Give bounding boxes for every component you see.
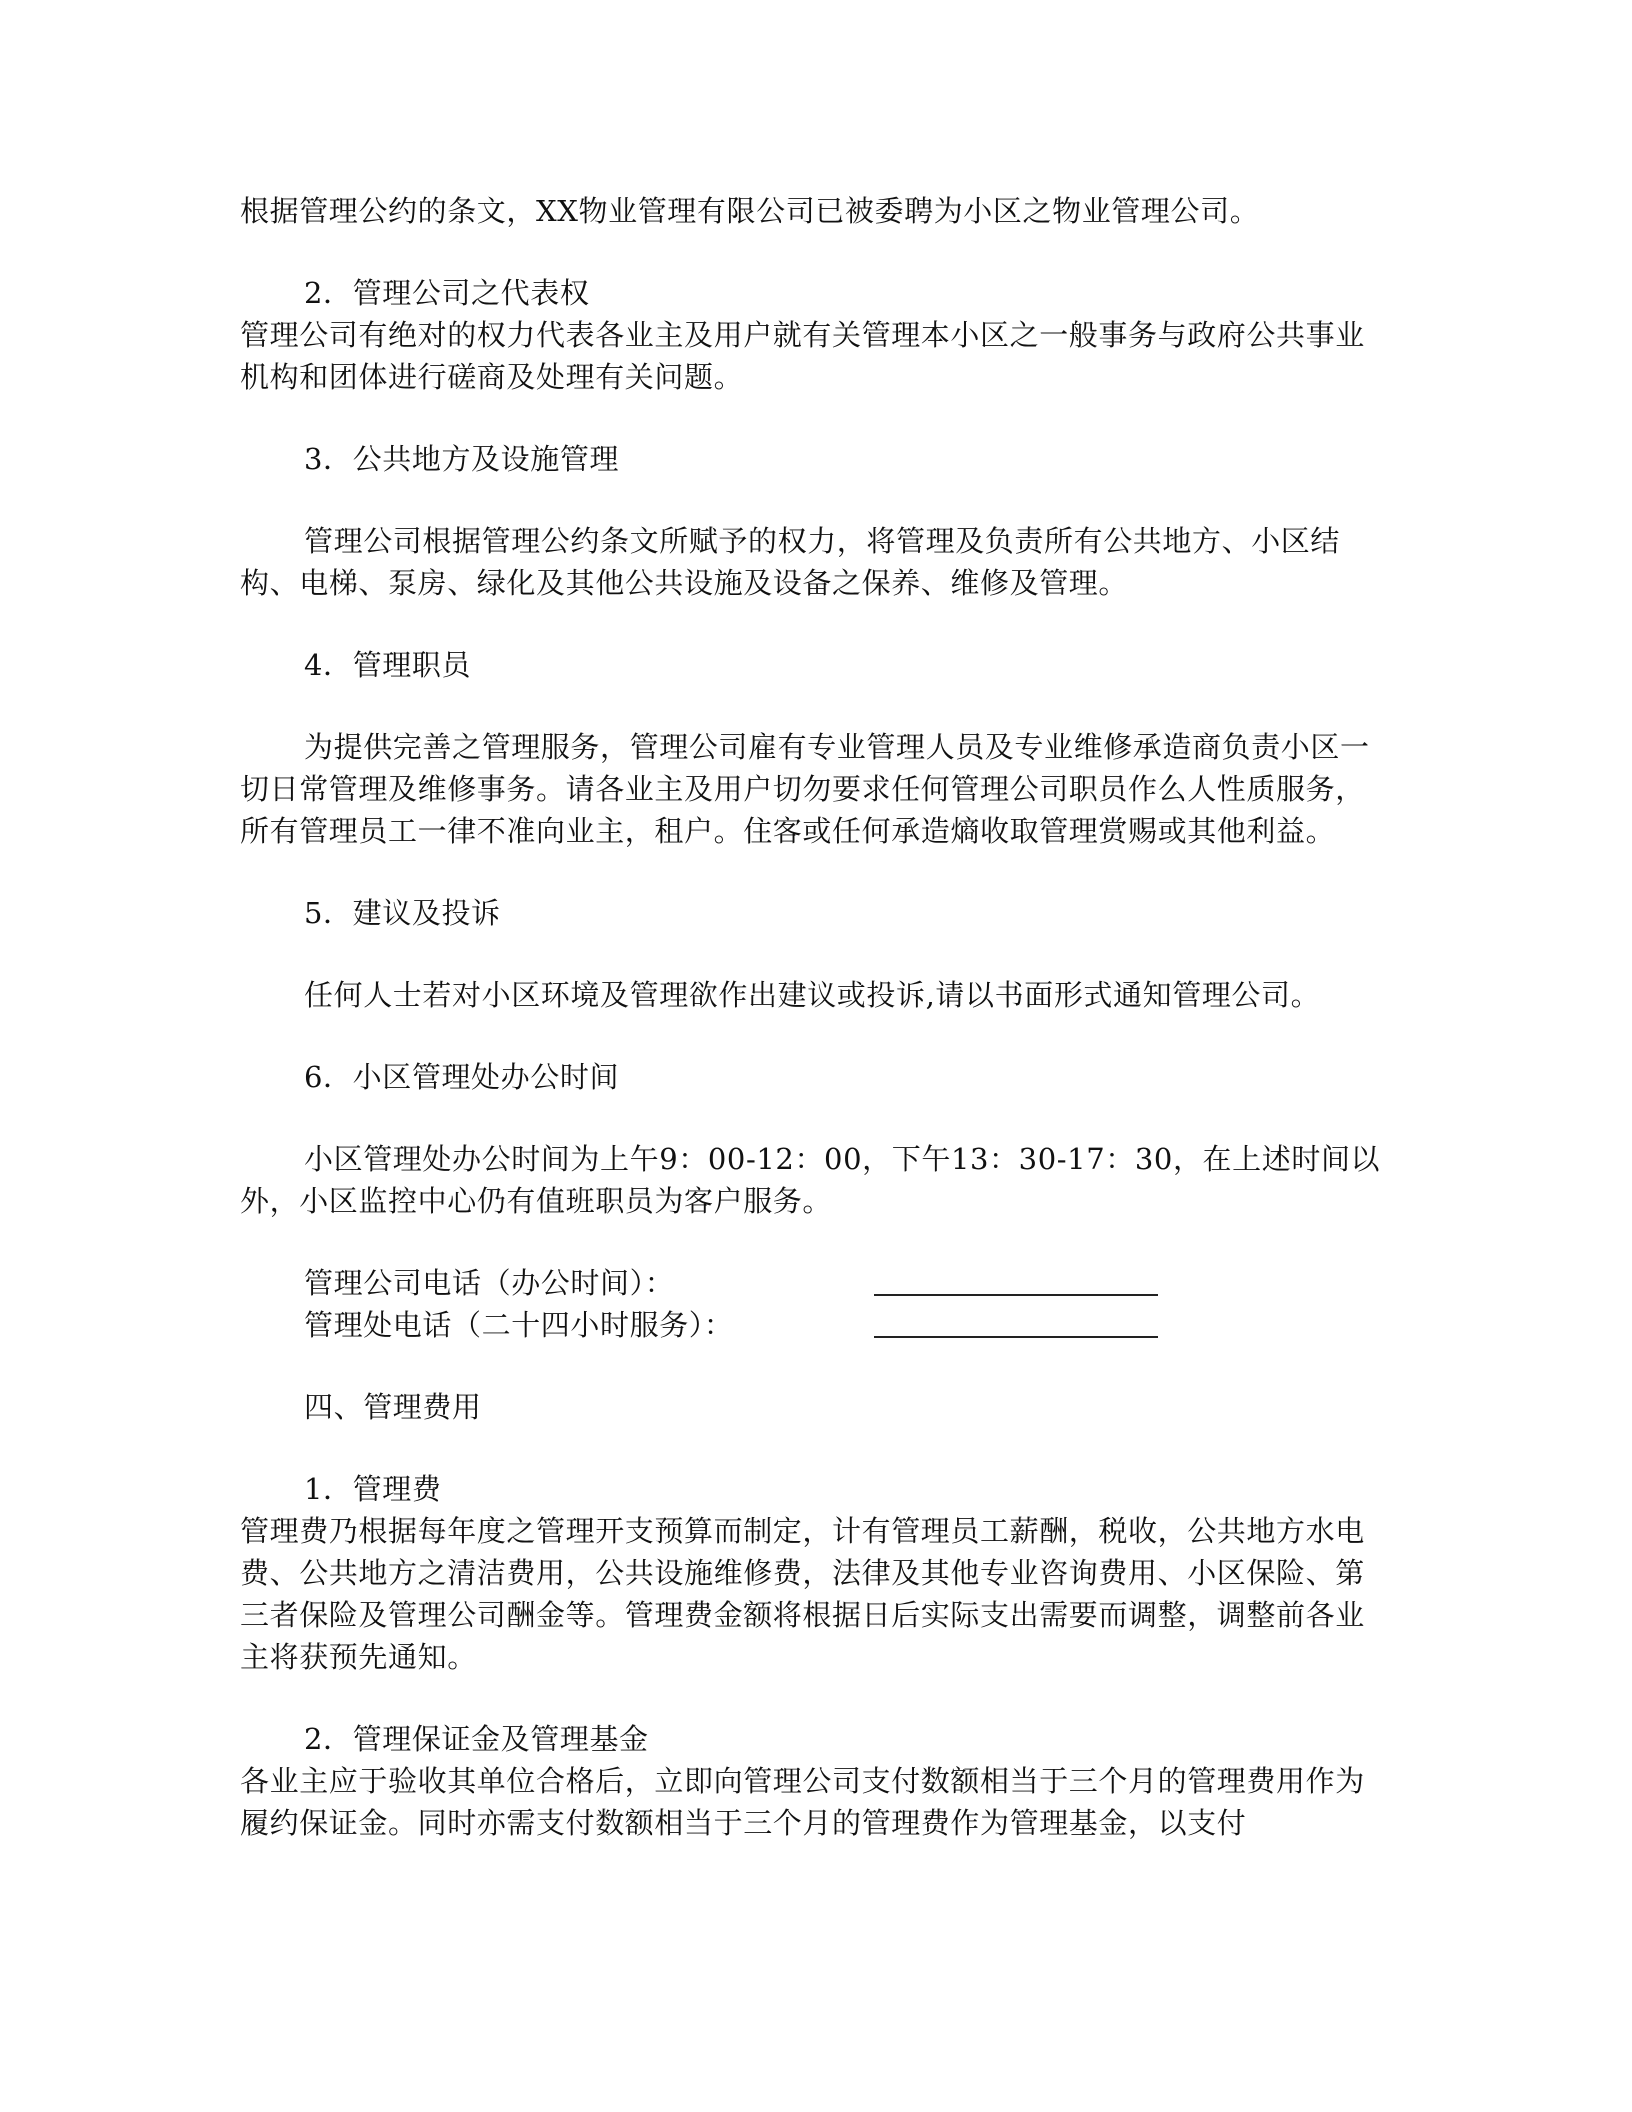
- phone-24h-row: [240, 1304, 1386, 1346]
- fee-1-title: 1．管理费: [304, 1472, 442, 1506]
- section-2-title: 2．管理公司之代表权: [304, 276, 590, 310]
- section-6-title: 6．小区管理处办公时间: [304, 1060, 620, 1094]
- phone-24h-blank: [874, 1336, 1158, 1338]
- section-3-body: 管理公司根据管理公约条文所赋予的权力，将管理及负责所有公共地方、小区结构、电梯、泵房、绿化及其他公共设施及设备之保养、维修及管理。: [240, 524, 1341, 600]
- phone-office-label: 管理公司电话（办公时间）：: [304, 1266, 675, 1300]
- phone-office-blank: [874, 1294, 1158, 1296]
- part-4-title: 四、管理费用: [304, 1390, 482, 1424]
- section-4-body: 为提供完善之管理服务，管理公司雇有专业管理人员及专业维修承造商负责小区一切日常管理及维修事务。请各业主及用户切勿要求任何管理公司职员作么人性质服务，所有管理员工一律不准向业主，租户。住客或任何承造熵收取管理赏赐或其他利益。: [240, 730, 1370, 848]
- fee-2-body: 各业主应于验收其单位合格后，立即向管理公司支付数额相当于三个月的管理费用作为履约保证金。同时亦需支付数额相当于三个月的管理费作为管理基金，以支付: [240, 1764, 1365, 1840]
- fee-1-body: 管理费乃根据每年度之管理开支预算而制定，计有管理员工薪酬，税收，公共地方水电费、公共地方之清洁费用，公共设施维修费，法律及其他专业咨询费用、小区保险、第三者保险及管理公司酬金等。管理费金额将根据日后实际支出需要而调整，调整前各业主将获预先通知。: [240, 1514, 1365, 1674]
- section-3-title: 3．公共地方及设施管理: [304, 442, 620, 476]
- document-page: [240, 190, 1386, 1844]
- phone-office-row: [240, 1262, 1386, 1304]
- section-5-body: 任何人士若对小区环境及管理欲作出建议或投诉,请以书面形式通知管理公司。: [304, 978, 1321, 1012]
- section-4-title: 4．管理职员: [304, 648, 472, 682]
- section-2-body: 管理公司有绝对的权力代表各业主及用户就有关管理本小区之一般事务与政府公共事业机构和团体进行磋商及处理有关问题。: [240, 318, 1365, 394]
- section-6-body: 小区管理处办公时间为上午9：00-12：00，下午13：30-17：30，在上述时间以外，小区监控中心仍有值班职员为客户服务。: [240, 1142, 1381, 1218]
- intro-paragraph: 根据管理公约的条文，XX物业管理有限公司已被委聘为小区之物业管理公司。: [240, 194, 1260, 228]
- section-5-title: 5．建议及投诉: [304, 896, 501, 930]
- phone-24h-label: 管理处电话（二十四小时服务）：: [304, 1308, 734, 1342]
- fee-2-title: 2．管理保证金及管理基金: [304, 1722, 649, 1756]
